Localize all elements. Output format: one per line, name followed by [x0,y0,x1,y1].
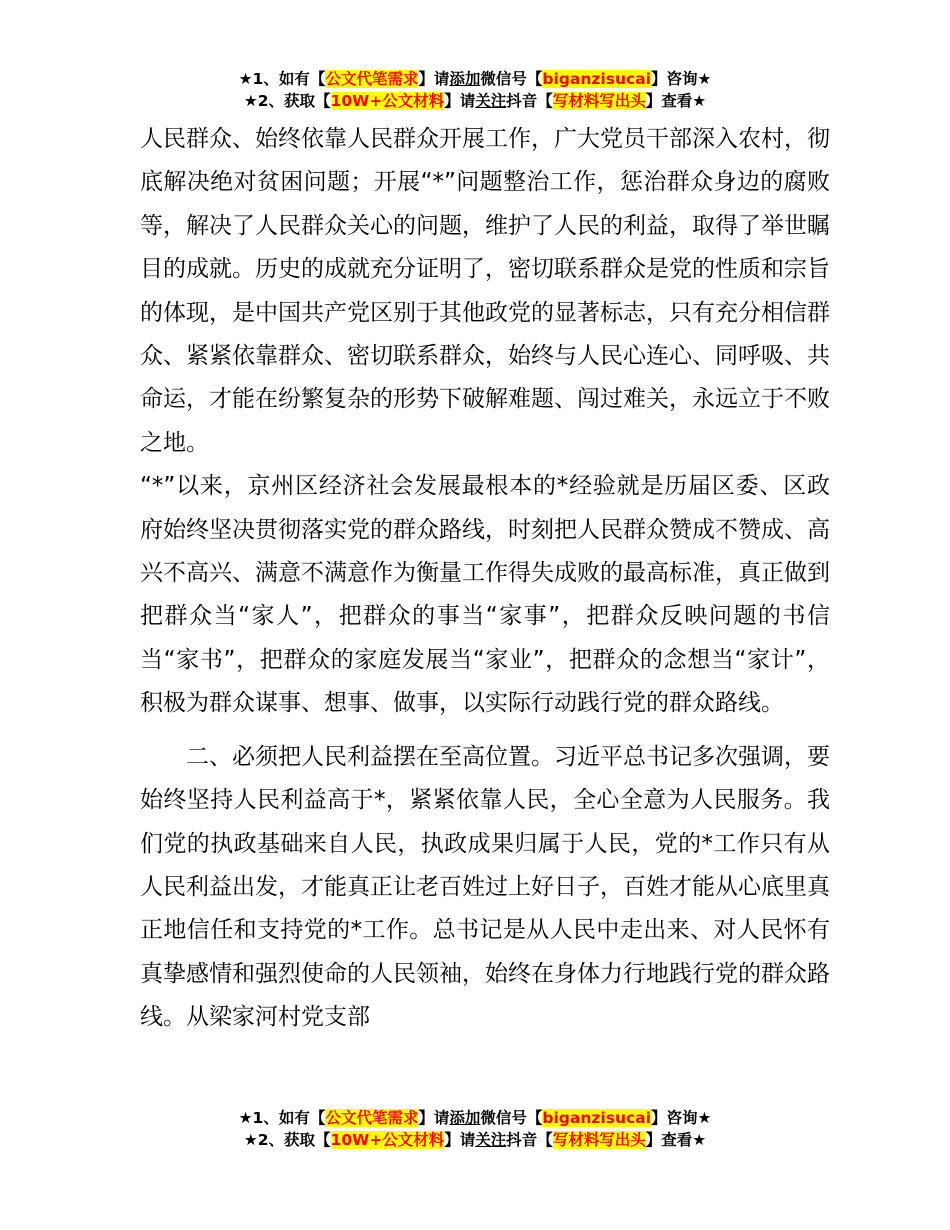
banner-text: 】查看★ [645,1131,707,1149]
banner-text: 】请 [418,1109,450,1127]
banner-highlight: 写材料写出头 [552,92,646,110]
footer-banner [0,1107,950,1151]
banner-text: ★1、如有【 [238,70,326,88]
footer-banner-line-1 [0,1107,950,1129]
banner-text: ★2、获取【 [243,1131,331,1149]
banner-text: 】请 [444,92,476,110]
banner-highlight: 写材料写出头 [552,1131,646,1149]
body-paragraph: 人民群众、始终依靠人民群众开展工作，广大党员干部深入农村，彻底解决绝对贫困问题；开展“*”问题整治工作，惩治群众身边的腐败等，解决了人民群众关心的问题，维护了人民的利益，取得了举世瞩目的成就。历史的成就充分证明了，密切联系群众是党的性质和宗旨的体现，是中国共产党区别于其他政党的显著标志，只有充分相信群众、紧紧依靠群众、密切联系群众，始终与人民心连心、同呼吸、共命运，才能在纷繁复杂的形势下破解难题、闯过难关，永远立于不败之地。 [140,126,830,456]
banner-text: 抖音【 [506,1131,553,1149]
banner-text: 微信号【 [480,70,543,88]
banner-text: 】咨询★ [650,70,712,88]
banner-highlight: 公文代笔需求 [325,70,419,88]
banner-highlight: 10W+公文材料 [330,92,445,110]
body-paragraph: “*”以来，京州区经济社会发展最根本的*经验就是历届区委、区政府始终坚决贯彻落实党的群众路线，时刻把人民群众赞成不赞成、高兴不高兴、满意不满意作为衡量工作得失成败的最高标准，真正做到把群众当“家人”，把群众的事当“家事”，把群众反映问题的书信当“家书”，把群众的家庭发展当“家业”，把群众的念想当“家计”，积极为群众谋事、想事、做事，以实际行动践行党的群众路线。 [140,473,830,717]
header-banner [0,68,950,112]
banner-highlight: 公文代笔需求 [325,1109,419,1127]
banner-highlight: 10W+公文材料 [330,1131,445,1149]
banner-text: ★1、如有【 [238,1109,326,1127]
banner-text: 】查看★ [645,92,707,110]
banner-text: 微信号【 [480,1109,543,1127]
banner-text: ★2、获取【 [243,92,331,110]
banner-text: 】咨询★ [650,1109,712,1127]
banner-underlined-text: 关注 [475,1131,507,1149]
footer-banner-line-2 [0,1129,950,1151]
header-banner-line-2 [0,90,950,112]
body-paragraph: 二、必须把人民利益摆在至高位置。习近平总书记多次强调，要始终坚持人民利益高于*，紧紧依靠人民，全心全意为人民服务。我们党的执政基础来自人民，执政成果归属于人民，党的*工作只有从人民利益出发，才能真正让老百姓过上好日子，百姓才能从心底里真正地信任和支持党的*工作。总书记是从人民中走出来、对人民怀有真挚感情和强烈使命的人民领袖，始终在身体力行地践行党的群众路线。从梁家河村党支部 [140,743,830,1031]
banner-highlight: biganzisucai [542,1109,651,1127]
banner-underlined-text: 添加 [449,1109,481,1127]
banner-underlined-text: 添加 [449,70,481,88]
header-banner-line-1 [0,68,950,90]
banner-highlight: biganzisucai [542,70,651,88]
banner-text: 抖音【 [506,92,553,110]
banner-text: 】请 [418,70,450,88]
banner-underlined-text: 关注 [475,92,507,110]
banner-text: 】请 [444,1131,476,1149]
document-body [140,118,830,1040]
